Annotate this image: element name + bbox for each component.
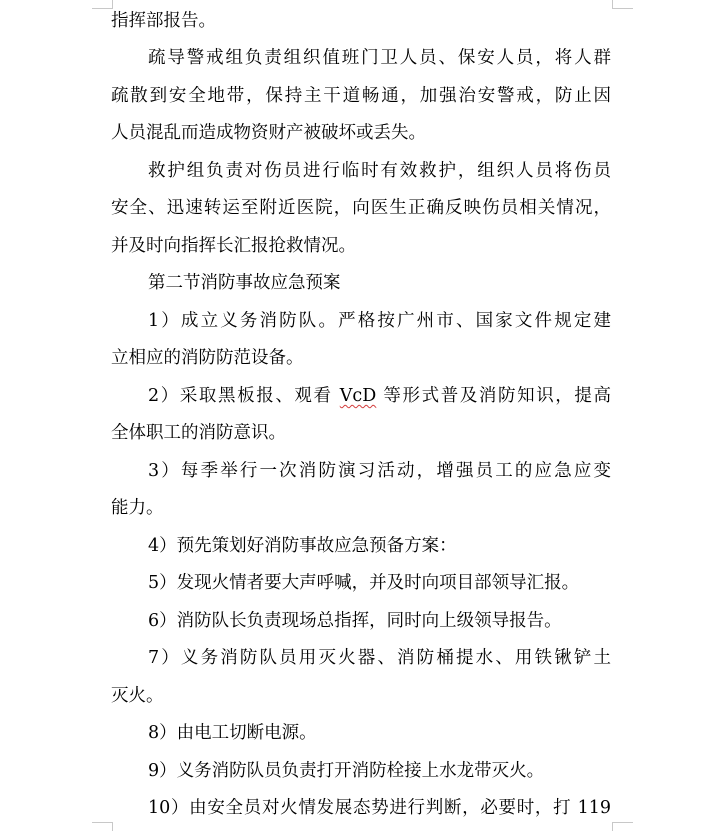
list-item-line: 1）成立义务消防队。严格按广州市、国家文件规定建 bbox=[148, 311, 611, 331]
line-text: 2）采取黑板报、观看 bbox=[148, 386, 340, 406]
line-text: 等形式普及消防知识，提高 bbox=[376, 386, 612, 406]
paragraph-line: 指挥部报告。 bbox=[111, 11, 216, 31]
paragraph-line: 救护组负责对伤员进行临时有效救护，组织人员将伤员 bbox=[148, 161, 611, 181]
section-heading: 第二节消防事故应急预案 bbox=[148, 273, 341, 293]
list-item-line: 10）由安全员对火情发展态势进行判断，必要时，打 119 bbox=[148, 798, 611, 818]
spellcheck-flagged-word[interactable]: VcD bbox=[339, 386, 377, 406]
list-item-line bbox=[148, 381, 611, 411]
list-item-line: 能力。 bbox=[111, 498, 164, 518]
paragraph-line: 并及时向指挥长汇报抢救情况。 bbox=[111, 236, 356, 256]
list-item-line: 9）义务消防队员负责打开消防栓接上水龙带灭火。 bbox=[148, 761, 545, 781]
paragraph-line: 疏导警戒组负责组织值班门卫人员、保安人员，将人群 bbox=[148, 48, 611, 68]
list-item-line: 5）发现火情者要大声呼喊，并及时向项目部领导汇报。 bbox=[148, 573, 580, 593]
list-item-line: 6）消防队长负责现场总指挥，同时向上级领导报告。 bbox=[148, 611, 562, 631]
list-item-line: 3）每季举行一次消防演习活动，增强员工的应急应变 bbox=[148, 461, 611, 481]
list-item-line: 全体职工的消防意识。 bbox=[111, 423, 286, 443]
paragraph-line: 人员混乱而造成物资财产被破坏或丢失。 bbox=[111, 123, 426, 143]
list-item-line: 7）义务消防队员用灭火器、消防桶提水、用铁锹铲土 bbox=[148, 648, 611, 668]
list-item-line: 灭火。 bbox=[111, 686, 164, 706]
list-item-line: 立相应的消防防范设备。 bbox=[111, 348, 304, 368]
page-corner-mark-top-left bbox=[92, 0, 113, 9]
list-item-line: 4）预先策划好消防事故应急预备方案： bbox=[148, 536, 457, 556]
page-corner-mark-top-right bbox=[612, 0, 633, 9]
paragraph-line: 安全、迅速转运至附近医院，向医生正确反映伤员相关情况， bbox=[111, 198, 611, 218]
list-item-line: 8）由电工切断电源。 bbox=[148, 723, 317, 743]
paragraph-line: 疏散到安全地带，保持主干道畅通，加强治安警戒，防止因 bbox=[111, 86, 611, 106]
